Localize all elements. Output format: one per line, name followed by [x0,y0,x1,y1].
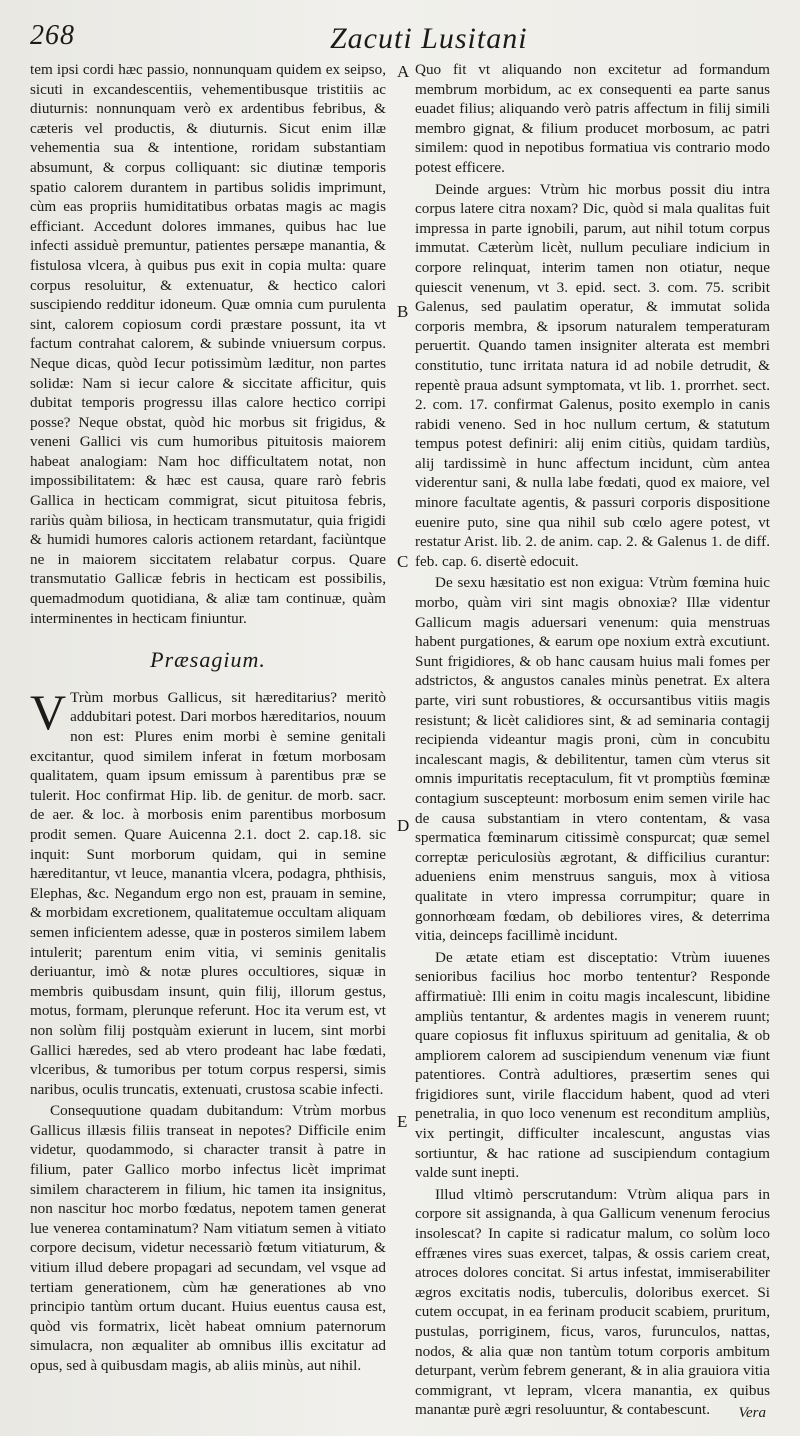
page-number: 268 [30,20,75,51]
section-heading: Præsagium. [150,647,266,673]
margin-letter-a: A [397,62,410,81]
left-paragraph-2-text: Trùm morbus Gallicus, sit hæreditarius? meritò addubitari potest. Dari morbos hæreditarios, nouum non est: Plures enim morbi è semine genitali excitantur, quod similem inferat in fœtum morbosam qualitatem, quam ipsum emissum à parentibus præ se tulerit. Hoc confirmat Hip. lib. de genitur. de morb. sacr. de aer. & loc. à morbosis enim parentibus morbosum prodit semen. Quare Auicenna 2.1. doct 2. cap.18. sic inquit: Sunt morborum quidam, qui in semine hæreditantur, vt leuce, manantia vlcera, podagra, phthisis, Elephas, &c. Negandum ergo non est, prauam in semine, & morbidam excretionem, qualitatemue occultam aliquam semen inficientem adesse, quæ in posteros similem labem intulerit; parentum enim vitia, vi seminis genitalis deriuantur, imò & notæ plures occultiores, siquæ in membris quibusdam insunt, quin filij, illorum gestus, motus, formam, plerunque referunt. Hoc ita verum est, vt non solùm filij postquàm exierunt in lucem, sint morbi Gallici hæredes, sed ab vtero prodeant hac labe fœdati, vlceribus, & tumoribus per totum corpus respersi, simis naribus, oculis truncatis, extenuati, crustosa scabie infecti. [30,688,386,1098]
margin-letter-c: C [397,552,409,571]
right-paragraph-1: Quo fit vt aliquando non excitetur ad formandum membrum morbidum, ac ex consequenti ea parte sanus euadet filius; aliquando verò patris affectum in filij simili membro gignat, & filium producet morbosum, ac patri similem: quod in nepotibus formatiua vis contrario modo potest efficere. [415,61,770,176]
drop-cap: V [30,683,67,740]
running-title: Zacuti Lusitani [330,22,528,55]
right-paragraph-2: Deinde argues: Vtrùm hic morbus possit diu intra corpus latere citra noxam? Dic, quòd si mala qualitas fuit impressa in parte ignobili, parum, aut nihil totum corpus immutat. Cæterùm licèt, nullum peculiare indicium in corpore relinquat, interim tamen non otiatur, neque quiescit venenum, vt 3. epid. sect. 3. com. 75. scribit Galenus, sed paulatim operatur, & immutat solida corporis membra, & ipsorum naturalem temperaturam peruertit. Quando tamen insigniter alterata est membri constitutio, tunc irritata natura id ad nobile detrudit, & repentè praua adsunt symptomata, vt lib. 1. prorrhet. sect. 2. com. 17. confirmat Galenus, posito exemplo in canis rabidi veneno. Sed in hoc nullum certum, & statutum tempus potest definiri: alij enim citiùs, quidam tardiùs, alij tardissimè in hunc affectum incidunt, cùm antea viderentur sani, & nulla labe fœdati, quod ex maiore, vel minore facultate agentis, & passuri corporis dispositione euenire puto, sine qua nihil sub cœlo agere potest, vt restatur Arist. lib. 2. de anim. cap. 2. & Galenus 1. de diff. feb. cap. 6. disertè edocuit. [415,180,770,570]
left-column [30,60,386,1378]
right-paragraph-3: De sexu hæsitatio est non exigua: Vtrùm fœmina huic morbo, quàm viri sint magis obnoxiæ? Illæ videntur Gallicum magis aduersari venenum: quia menstruas habent purgationes, & earum ope noxium extrà excutiunt. Sunt frigidiores, & ob hanc causam huius mali fomes per adstrictos, & angustos canales minùs penetrat. Ex altera parte, viri sunt robustiores, & occursantibus vitiis magis resistunt; & licèt calidiores sint, & ad seminaria contagij recipienda videantur magis proni, cùm in concubitu incalescant magis, & debilitentur, tamen cùm vterus sit omnis impuritatis receptaculum, fit vt promptiùs fœminæ contagium suscepteunt: morbosum enim semen virile hac de causa substantiam in vtero contentam, & vasa spermatica fœminarum citissimè conspurcat; quæ semel correptæ periculosiùs ægrotant, & difficilius curantur: adueniens enim menstruus sanguis, mox à vitiosa qualitate in vtero impressa corrumpitur; quare in gonnorhœam fœdam, ob debiliores vires, & deterrima vitia, deinceps facillimè incidunt. [415,574,770,945]
left-paragraph-2 [30,683,386,1099]
left-paragraph-1: tem ipsi cordi hæc passio, nonnunquam quidem ex seipso, sicuti in excandescentiis, vehementibusque tristitiis ac diuturnis: nonnunquam verò ex ardentibus febribus, & cæteris vel productis, & diuturnis. Sicut enim illæ vehementia sua & intentione, roridam substantiam absumunt, & corpus colliquant: sic diutinæ temporis spatio calorem durantem in partibus solidis imprimunt, cùm eas propriis humiditatibus orbatas magis ac magis efficiant. Accedunt dolores immanes, quibus hac lue infecti assiduè premuntur, patientes persæpe manantia, & fistulosa vlcera, à quibus pus exit in copia multa: quare corpus resoluitur, & extenuatur, & hectico calori suscipiendo redditur idoneum. Quæ omnia cum purulenta sint, calorem copiosum cordi præstare possunt, ita vt factum contrahat calorem, & subinde vniuersum corpus. Neque dicas, quòd Iecur potissimùm læditur, non partes solidæ: Nam si iecur calore & siccitate afficitur, quis dubitat temporis progressu illas calore hectico corripi posse? Neque obstat, quòd hic morbus sit frigidus, & veneni Gallici vis cum humoribus pituitosis maiorem habeat analogiam: Nam hoc difficultatem notat, non impossibilitatem: & hæc est causa, quare rarò febris Gallica in hecticam commigrat, sicut pituitosa febris, rariùs quàm biliosa, in hecticam transmutatur, quia frigidi & humidi humores caloris actionem retardant, faciùntque ne in maiorem siccitatem relabatur corpus. Quare transmutatio Gallicæ febris in hecticam est possibilis, quemadmodum quotidiana, & aliæ tam continuæ, quàm interminentes in hecticam finiuntur. [30,61,386,627]
left-paragraph-3: Consequutione quadam dubitandum: Vtrùm morbus Gallicus illæsis filiis transeat in nepotes? Difficile enim videtur, quodammodo, si character transit à patre in filium, pater Gallico morbo infectus licèt imprimat similem characterem in filium, hic tamen ita insignitus, non nascitur hoc morbo fœdatus, nepotem tamen generat lue venerea contaminatum? Nam vitiatum semen à vitiato corpore decisum, videtur necessariò fœtum vitiaturum, & vitium illud debere propagari ad secundam, vel vsque ad tertiam generationem, cùm hæ generationes ab vno principio tantùm ortum ducant. Huius euentus causa est, quòd vis formatrix, licèt habeat omnium paternorum simulacra, non æqualiter ab omnibus illis excitatur ad opus, sed à quibusdam magis, ab aliis minùs, aut nihil. [30,1102,386,1374]
margin-letter-e: E [397,1112,408,1131]
margin-letter-b: B [397,302,409,321]
right-paragraph-4: De ætate etiam est disceptatio: Vtrùm iuuenes senioribus facilius hoc morbo tententur? Responde affirmatiuè: Illi enim in coitu magis incalescunt, libidine ampliùs tentantur, & ardentes magis in venerem ruunt; quare copiosus fit influxus spirituum ad genitalia, & ob ampliorem calorem ad suscipiendum venenum viæ fiunt patentiores. Contrà adultiores, præsertim senes qui frigidiores sunt, virile flaccidum habent, quod ad vteri penetralia, in quo loco venenum est reconditum ampliùs, vix pertingit, difficulter incalescunt, angustas vias sortiuntur, & hac ratione ad suscipiendum contagium valde sunt inepti. [415,948,770,1182]
margin-letter-d: D [397,816,410,835]
right-column [415,60,770,1422]
right-paragraph-5: Illud vltimò perscrutandum: Vtrùm aliqua pars in corpore sit assignanda, à qua Gallicum venenum ferocius insolescat? In capite si radicatur malum, co solùm loco effrænes vires suas exercet, talpas, & ossis cariem creat, atroces dolores concitat. Si artus infestat, immiserabiliter ægros excitatis nodis, tuberculis, doloribus exercet. Si cutem occupat, in ea ferinam producit scabiem, pruritum, pustulas, porriginem, ficus, varos, furunculos, nattas, nodos, & alia quæ non tantùm totum corporis ambitum deturpant, verùm febrem generant, & in alia grauiora vitia commigrant, vt lepram, vlcera manantia, ex quibus manantæ purè ægri resoluuntur, & contabescunt. [415,1185,770,1419]
catchword: Vera [738,1405,766,1421]
